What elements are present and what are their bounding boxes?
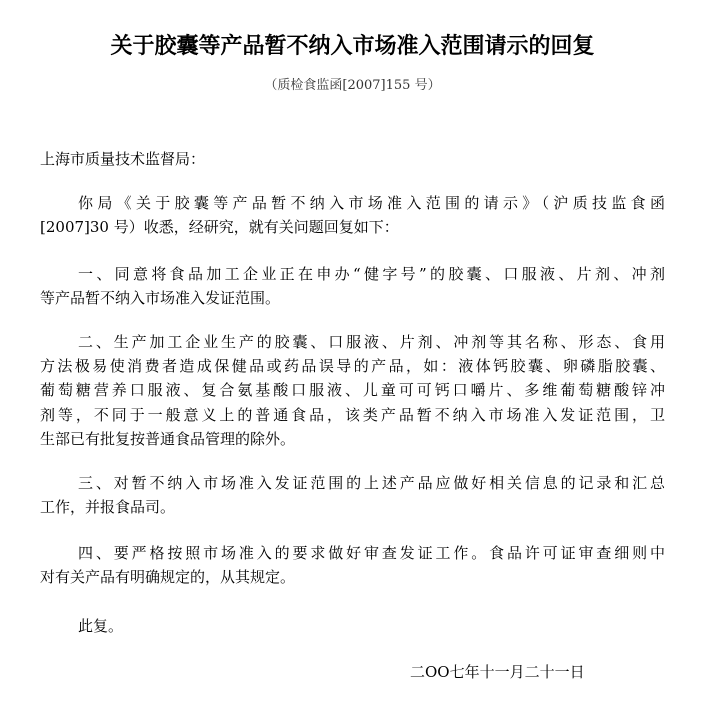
para-intro-line-2: [2007]30 号）收悉，经研究，就有关问题回复如下：	[40, 218, 399, 236]
para-1-line-2: 等产品暂不纳入市场准入发证范围。	[40, 289, 281, 307]
closing-text: 此复。	[78, 617, 124, 635]
para-2-line-4: 剂等，不同于一般意义上的普通食品，该类产品暂不纳入市场准入发证范围，卫	[40, 406, 665, 424]
para-3-line-2: 工作，并报食品司。	[40, 498, 176, 516]
para-intro-line-1: 你局《关于胶囊等产品暂不纳入市场准入范围的请示》（沪质技监食函	[78, 194, 665, 212]
para-3-line-1: 三、对暂不纳入市场准入发证范围的上述产品应做好相关信息的记录和汇总	[78, 474, 665, 492]
para-2-line-3: 葡萄糖营养口服液、复合氨基酸口服液、儿童可可钙口嚼片、多维葡萄糖酸锌冲	[40, 381, 665, 399]
document-number: （质检食监函[2007]155 号）	[264, 78, 441, 93]
para-2-line-2: 方法极易使消费者造成保健品或药品误导的产品，如：液体钙胶囊、卵磷脂胶囊、	[40, 357, 665, 375]
salutation: 上海市质量技术监督局：	[40, 150, 206, 168]
para-2-line-1: 二、生产加工企业生产的胶囊、口服液、片剂、冲剂等其名称、形态、食用	[78, 333, 665, 351]
para-1-line-1: 一、同意将食品加工企业正在申办“健字号”的胶囊、口服液、片剂、冲剂	[78, 265, 665, 283]
para-4-line-2: 对有关产品有明确规定的，从其规定。	[40, 568, 296, 586]
document-date: 二OO七年十一月二十一日	[410, 663, 585, 681]
para-2-line-5: 生部已有批复按普通食品管理的除外。	[40, 430, 296, 448]
document-title: 关于胶囊等产品暂不纳入市场准入范围请示的回复	[110, 34, 595, 59]
para-4-line-1: 四、要严格按照市场准入的要求做好审查发证工作。食品许可证审查细则中	[78, 544, 665, 562]
